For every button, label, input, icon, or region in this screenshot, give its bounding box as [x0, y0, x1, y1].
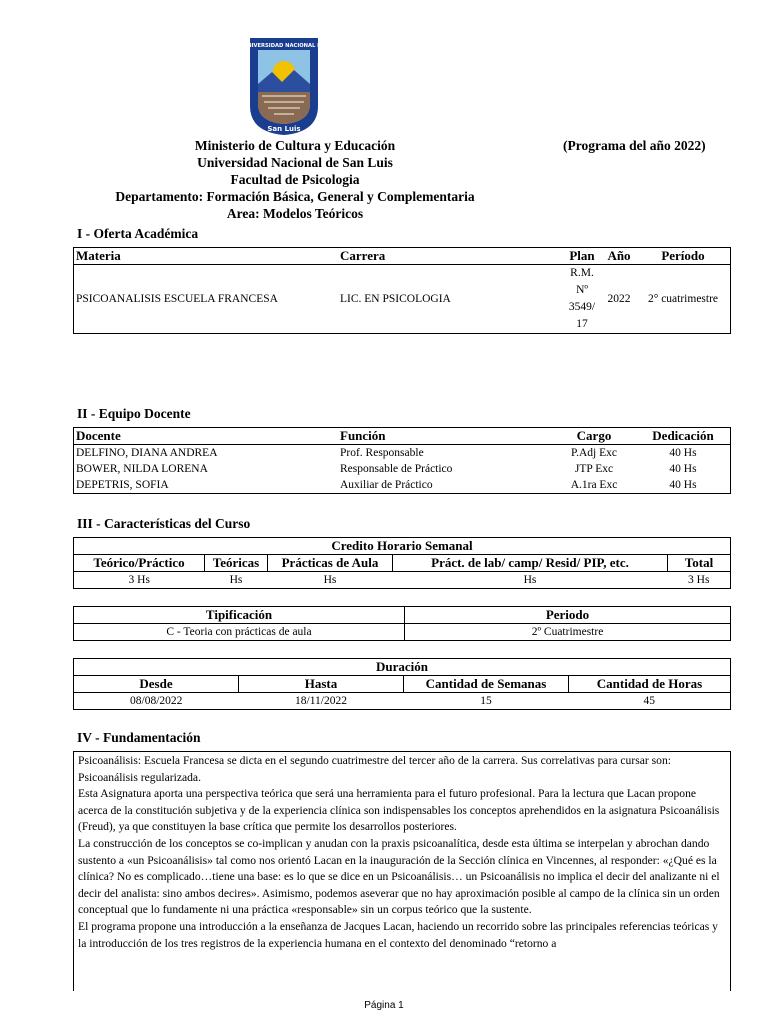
docente-cargo: JTP Exc — [574, 463, 614, 475]
section-equipo-title: II - Equipo Docente — [77, 406, 191, 421]
oferta-materia: PSICOANALISIS ESCUELA FRANCESA — [76, 293, 278, 305]
col-pract-lab: Práct. de lab/ camp/ Resid/ PIP, etc. — [393, 555, 668, 572]
header-department: Departamento: Formación Básica, General y Complementaria — [115, 189, 475, 204]
plan-line: 17 — [576, 318, 588, 330]
col-anio: Año — [607, 248, 631, 263]
header-area: Area: Modelos Teóricos — [226, 206, 364, 221]
oferta-periodo: 2° cuatrimestre — [647, 293, 719, 305]
col-hasta: Hasta — [239, 676, 404, 693]
logo-top-text: UNIVERSIDAD NACIONAL DE — [246, 43, 322, 49]
table-row — [74, 477, 731, 494]
header-faculty: Facultad de Psicologia — [230, 172, 360, 187]
col-total: Total — [684, 555, 714, 570]
col-teorico-practico: Teórico/Práctico — [74, 555, 205, 572]
docente-name: BOWER, NILDA LORENA — [76, 463, 208, 475]
fundamentacion-paragraph: El programa propone una introducción a la enseñanza de Jacques Lacan, haciendo un recorrido sobre las principales referencias teóricas y la introducción de los tres registros de la experiencia humana en el contexto del denominado “retorno a — [78, 919, 718, 950]
docente-funcion: Auxiliar de Práctico — [340, 479, 433, 491]
header-university: Universidad Nacional de San Luis — [197, 155, 393, 170]
fundamentacion-box — [73, 751, 731, 991]
col-dedicacion: Dedicación — [652, 428, 714, 443]
docente-funcion: Prof. Responsable — [340, 447, 424, 459]
program-year: (Programa del año 2022) — [563, 138, 706, 153]
duracion-table — [73, 658, 731, 710]
table-row — [74, 445, 731, 462]
col-tipificacion: Tipificación — [74, 607, 405, 624]
credito-value: Hs — [323, 574, 337, 586]
col-semanas: Cantidad de Semanas — [404, 676, 569, 693]
duracion-title: Duración — [376, 659, 428, 674]
credito-value: Hs — [523, 574, 537, 586]
col-teoricas: Teóricas — [205, 555, 268, 572]
col-practicas-aula: Prácticas de Aula — [268, 555, 393, 572]
oferta-anio: 2022 — [607, 293, 631, 305]
tipificacion-table — [73, 606, 731, 641]
col-funcion: Función — [340, 428, 386, 443]
col-materia: Materia — [76, 248, 121, 263]
col-cargo: Cargo — [576, 428, 612, 443]
plan-line: Nº — [576, 284, 588, 296]
oferta-carrera: LIC. EN PSICOLOGIA — [340, 293, 451, 305]
plan-line: R.M. — [570, 267, 594, 279]
duracion-semanas: 15 — [480, 695, 492, 707]
section-oferta-title: I - Oferta Académica — [77, 226, 199, 241]
duracion-hasta: 18/11/2022 — [295, 695, 347, 707]
docente-name: DEPETRIS, SOFIA — [76, 479, 169, 491]
docente-cargo: A.1ra Exc — [570, 479, 618, 491]
col-desde: Desde — [74, 676, 239, 693]
col-carrera: Carrera — [340, 248, 386, 263]
docente-name: DELFINO, DIANA ANDREA — [76, 447, 218, 459]
credito-value: 3 Hs — [688, 574, 710, 586]
plan-line: 3549/ — [568, 301, 596, 313]
fundamentacion-paragraph: Esta Asignatura aporta una perspectiva teórica que será una herramienta para el futuro profesional. Para la lectura que Lacan propone acerca de la constitución subjetiva y de la experiencia clínica son indispensables los conceptos aprehendidos en la asignatura Psicoanálisis (Freud), ya que constituyen la base crítica que permite los desarrollos posteriores. — [78, 787, 720, 834]
docente-dedicacion: 40 Hs — [669, 479, 697, 491]
header-ministry: Ministerio de Cultura y Educación — [194, 138, 396, 153]
page-number: Página 1 — [364, 1000, 404, 1011]
credito-value: 3 Hs — [128, 574, 150, 586]
tipificacion-value: C - Teoria con prácticas de aula — [74, 624, 405, 641]
docente-funcion: Responsable de Práctico — [340, 463, 453, 475]
col-periodo: Período — [661, 248, 705, 263]
equipo-table — [73, 427, 731, 494]
credito-table — [73, 537, 731, 589]
fundamentacion-paragraph: La construcción de los conceptos se co-implican y anudan con la praxis psicoanalítica, desde esta última se interpelan y abrochan dando sustento a «un Psicoanálisis» tal como nos orientó Lacan en la inauguración de la Sección clínica en Vincennes, al responder: «¿Qué es la clínica? No es complicado…tiene una base: es lo que se dice en un Psicoanálisis… un Psicoanálisis no implica el decir del analizante ni el decir del analista: sino ambos decires». Asimismo, podemos aseverar que no hay aproximación posible al campo de la clínica sin un orden conceptual que lo fundamente ni una práctica «responsable» sin un corpus teórico que la sustente. — [78, 836, 720, 917]
credito-value: Hs — [229, 574, 243, 586]
duracion-desde: 08/08/2022 — [130, 695, 183, 707]
fundamentacion-paragraph: Psicoanálisis: Escuela Francesa se dicta en el segundo cuatrimestre del tercer año de la carrera. Sus correlativas para cursar son: Psicoanálisis regularizada. — [78, 754, 671, 784]
docente-dedicacion: 40 Hs — [669, 447, 697, 459]
credito-title: Credito Horario Semanal — [331, 538, 473, 553]
table-row — [74, 461, 731, 477]
col-docente: Docente — [76, 428, 121, 443]
oferta-plan — [562, 265, 602, 334]
docente-cargo: P.Adj Exc — [571, 447, 617, 459]
duracion-horas: 45 — [643, 695, 655, 707]
col-periodo-curso: Periodo — [545, 607, 590, 622]
university-logo — [246, 36, 322, 136]
col-horas: Cantidad de Horas — [596, 676, 703, 691]
section-fundamentacion-title: IV - Fundamentación — [77, 730, 201, 745]
docente-dedicacion: 40 Hs — [669, 463, 697, 475]
section-curso-title: III - Características del Curso — [77, 516, 251, 531]
col-plan: Plan — [569, 248, 595, 263]
periodo-value: 2º Cuatrimestre — [531, 626, 604, 638]
oferta-table — [73, 247, 731, 334]
logo-bottom-text: San Luis — [267, 125, 301, 133]
